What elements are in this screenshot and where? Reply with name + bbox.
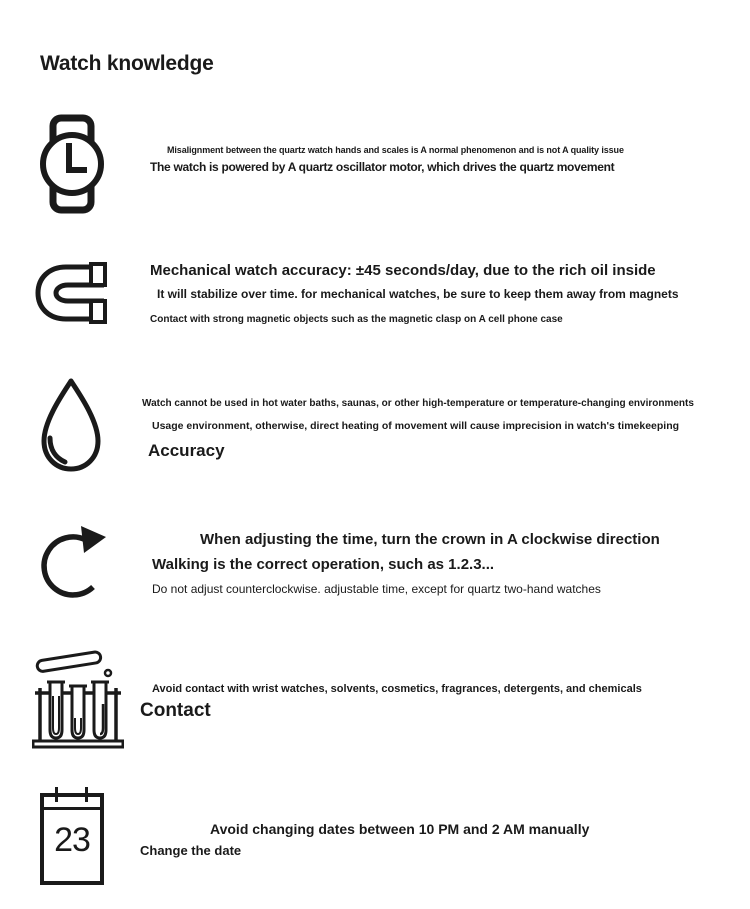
calendar-header-line xyxy=(44,807,100,810)
calendar-ring-right xyxy=(85,787,88,802)
clockwise-arrow-icon xyxy=(36,524,110,602)
magnet-icon xyxy=(34,262,108,324)
adjust-sub-line: Walking is the correct operation, such as 1.2.3... xyxy=(152,556,495,573)
quartz-main-line: The watch is powered by A quartz oscillator motor, which drives the quartz movement xyxy=(150,160,615,174)
page-title: Watch knowledge xyxy=(40,52,214,76)
calendar-icon xyxy=(40,793,104,885)
wristwatch-icon xyxy=(38,114,106,214)
temperature-note-line: Watch cannot be used in hot water baths, saunas, or other high-temperature or temperature-changing environments xyxy=(142,398,694,409)
temperature-sub-line: Usage environment, otherwise, direct heating of movement will cause imprecision in watch's timekeeping xyxy=(152,420,680,432)
adjust-main-line: When adjusting the time, turn the crown in A clockwise direction xyxy=(200,531,660,548)
quartz-note-line: Misalignment between the quartz watch hands and scales is A normal phenomenon and is not A quality issue xyxy=(167,145,624,155)
calendar-day-number: 23 xyxy=(54,821,90,859)
calendar-ring-left xyxy=(55,787,58,802)
contact-heading: Contact xyxy=(140,700,211,721)
test-tubes-icon xyxy=(32,646,124,750)
magnet-sub-line: It will stabilize over time. for mechanical watches, be sure to keep them away from magnets xyxy=(157,287,679,301)
magnet-main-line: Mechanical watch accuracy: ±45 seconds/day, due to the rich oil inside xyxy=(150,262,656,279)
water-drop-icon xyxy=(38,378,104,472)
magnet-note-line: Contact with strong magnetic objects such as the magnetic clasp on A cell phone case xyxy=(150,314,563,325)
adjust-note-line: Do not adjust counterclockwise. adjustable time, except for quartz two-hand watches xyxy=(152,582,601,596)
date-sub-line: Change the date xyxy=(140,843,242,858)
accuracy-heading: Accuracy xyxy=(148,441,225,460)
date-main-line: Avoid changing dates between 10 PM and 2 AM manually xyxy=(210,821,590,837)
chemicals-note-line: Avoid contact with wrist watches, solvents, cosmetics, fragrances, detergents, and chemicals xyxy=(152,683,642,695)
